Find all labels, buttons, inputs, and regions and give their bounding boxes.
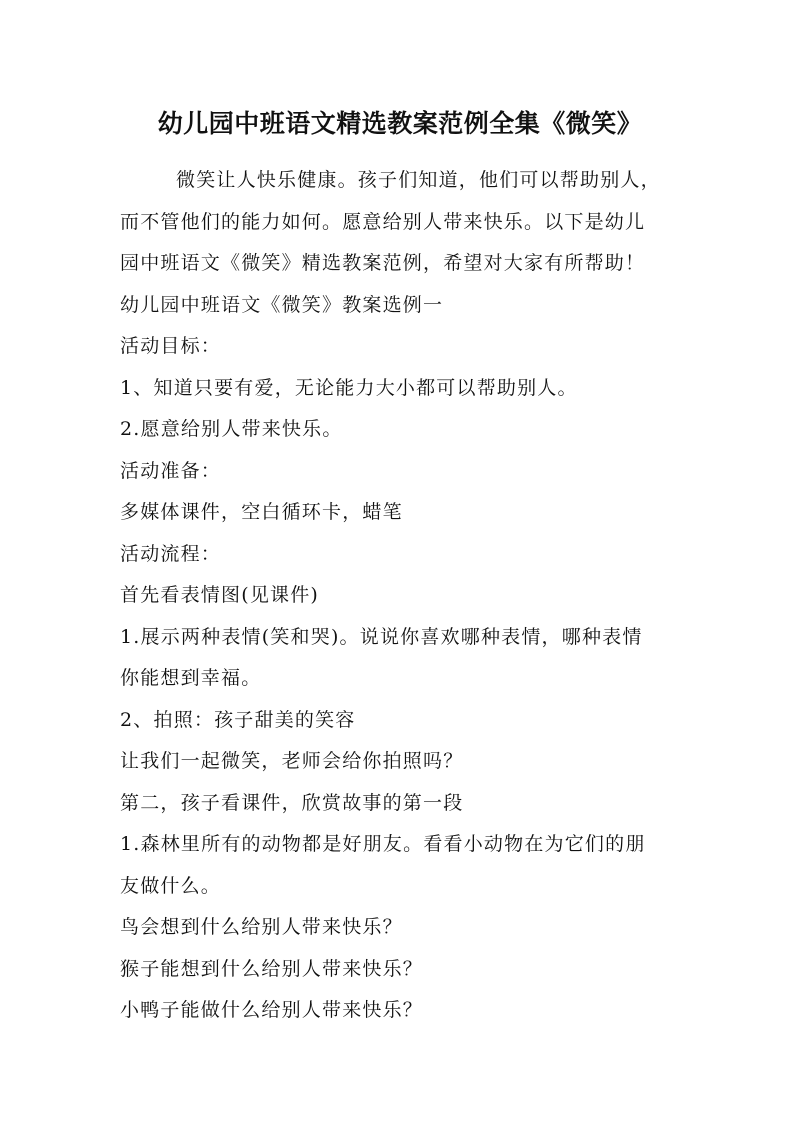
process-item-3: 让我们一起微笑，老师会给你拍照吗？ [120, 750, 464, 772]
process-step-1: 首先看表情图(见课件) [120, 584, 320, 606]
goal-item-2: 2.愿意给别人带来快乐。 [120, 418, 343, 440]
intro-line-2: 而不管他们的能力如何。愿意给别人带来快乐。以下是幼儿 [120, 210, 646, 233]
page-title: 幼儿园中班语文精选教案范例全集《微笑》 [157, 109, 643, 138]
process-item-1-line-2: 你能想到幸福。 [120, 667, 262, 689]
activity-prep-heading: 活动准备： [120, 459, 222, 482]
document-body [120, 160, 682, 1032]
activity-process-heading: 活动流程： [120, 542, 222, 565]
process-item-2: 2、拍照：孩子甜美的笑容 [120, 708, 356, 731]
question-duckling: 小鸭子能做什么给别人带来快乐？ [120, 999, 424, 1021]
section-heading: 幼儿园中班语文《微笑》教案选例一 [120, 293, 444, 316]
story-item-1-line-2: 友做什么。 [120, 874, 222, 897]
intro-line-1: 微笑让人快乐健康。孩子们知道，他们可以帮助别人， [176, 169, 661, 191]
story-item-1-line-1: 1.森林里所有的动物都是好朋友。看看小动物在为它们的朋 [120, 833, 646, 855]
question-bird: 鸟会想到什么给别人带来快乐？ [120, 916, 403, 938]
question-monkey: 猴子能想到什么给别人带来快乐？ [120, 957, 424, 980]
goal-item-1: 1、知道只要有爱，无论能力大小都可以帮助别人。 [120, 376, 578, 399]
activity-goals-heading: 活动目标： [120, 335, 222, 357]
process-item-1-line-1: 1.展示两种表情(笑和哭)。说说你喜欢哪种表情，哪种表情 [120, 625, 643, 648]
prep-materials: 多媒体课件，空白循环卡，蜡笔 [120, 501, 403, 523]
process-step-2: 第二，孩子看课件，欣赏故事的第一段 [120, 791, 464, 814]
intro-line-3: 园中班语文《微笑》精选教案范例，希望对大家有所帮助！ [120, 252, 646, 274]
